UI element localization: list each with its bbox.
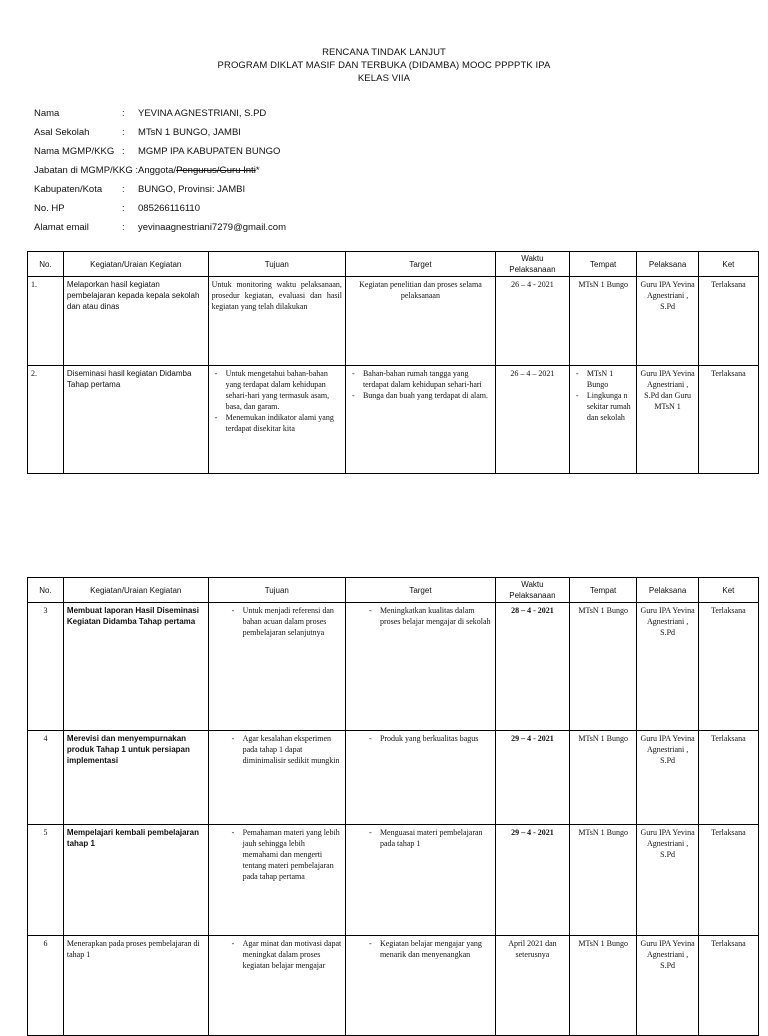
list-item: - Untuk menjadi referensi dan bahan acuan dalam proses pembelajaran selanjutnya <box>243 605 342 638</box>
info-label: Asal Sekolah <box>34 127 90 138</box>
col-header-tujuan: Tujuan <box>208 578 345 603</box>
cell-no: 1. <box>28 277 64 366</box>
cell-waktu: 29 – 4 - 2021 <box>495 731 569 825</box>
table-row <box>28 366 759 474</box>
info-value: BUNGO, Provinsi: JAMBI <box>138 184 246 195</box>
cell-pelaksana: Guru IPA Yevina Agnestriani , S.Pd <box>637 277 698 366</box>
cell-ket: Terlaksana <box>698 731 758 825</box>
info-colon: : <box>122 222 125 233</box>
col-header-tempat: Tempat <box>569 252 637 277</box>
col-header-target: Target <box>345 578 495 603</box>
cell-tempat: MTsN 1 Bungo <box>569 825 637 936</box>
cell-kegiatan: Diseminasi hasil kegiatan Didamba Tahap pertama <box>63 366 208 474</box>
info-label: Jabatan di MGMP/KKG : <box>34 165 139 176</box>
col-header-kegiatan: Kegiatan/Uraian Kegiatan <box>63 252 208 277</box>
cell-no: 4 <box>28 731 64 825</box>
cell-ket: Terlaksana <box>698 277 758 366</box>
title-line-3: KELAS VIIA <box>357 73 411 84</box>
list-item: - Agar kesalahan eksperimen pada tahap 1 dapat diminimalisir sedikit mungkin <box>243 733 342 766</box>
col-header-tempat: Tempat <box>569 578 637 603</box>
table-header-row <box>28 252 759 277</box>
table-header-row <box>28 578 759 603</box>
col-header-pelaksana: Pelaksana <box>637 252 698 277</box>
info-colon: : <box>122 184 125 195</box>
list-item: - Meningkatkan kualitas dalam proses belajar mengajar di sekolah <box>380 605 492 627</box>
col-header-kegiatan: Kegiatan/Uraian Kegiatan <box>63 578 208 603</box>
info-asterisk: * <box>255 165 260 176</box>
cell-tujuan <box>208 936 345 1036</box>
cell-tempat: MTsN 1 Bungo <box>569 277 637 366</box>
cell-tempat: MTsN 1 Bungo <box>569 936 637 1036</box>
info-colon: : <box>122 203 125 214</box>
table-row <box>28 603 759 731</box>
info-colon: : <box>122 146 125 157</box>
cell-waktu: 26 – 4 – 2021 <box>495 366 569 474</box>
table-row <box>28 936 759 1036</box>
cell-no: 3 <box>28 603 64 731</box>
cell-waktu: April 2021 dan seterusnya <box>495 936 569 1036</box>
col-header-target: Target <box>345 252 495 277</box>
info-value: YEVINA AGNESTRIANI, S.PD <box>138 108 267 119</box>
cell-tujuan <box>208 366 345 474</box>
list-item: - Bunga dan buah yang terdapat di alam. <box>363 390 492 401</box>
plan-table-2 <box>27 577 759 1036</box>
cell-tempat: MTsN 1 Bungo <box>569 731 637 825</box>
col-header-tujuan: Tujuan <box>208 252 345 277</box>
table-row <box>28 825 759 936</box>
list-item: - Pemahaman materi yang lebih jauh sehingga lebih memahami dan mengerti tentang materi pembelajaran pada tahap pertama <box>243 827 342 882</box>
cell-waktu: 28 – 4 - 2021 <box>495 603 569 731</box>
cell-kegiatan: Membuat laporan Hasil Diseminasi Kegiatan Didamba Tahap pertama <box>63 603 208 731</box>
cell-target <box>345 603 495 731</box>
cell-tempat <box>569 366 637 474</box>
col-header-waktu: Waktu Pelaksanaan <box>495 252 569 277</box>
cell-waktu: 26 – 4 - 2021 <box>495 277 569 366</box>
cell-kegiatan: Melaporkan hasil kegiatan pembelajaran kepada kepala sekolah dan atau dinas <box>63 277 208 366</box>
list-item: - Untuk mengetahui bahan-bahan yang terdapat dalam kehidupan sehari-hari yang termasuk asam, basa, dan garam. <box>226 368 342 412</box>
list-item: - Produk yang berkualitas bagus <box>380 733 492 744</box>
info-value: MGMP IPA KABUPATEN BUNGO <box>138 146 281 157</box>
list-item: - Lingkunga n sekitar rumah dan sekolah <box>587 390 634 423</box>
cell-target <box>345 731 495 825</box>
info-colon: : <box>122 127 125 138</box>
list-item: - Agar minat dan motivasi dapat meningkat dalam proses kegiatan belajar mengajar <box>243 938 342 971</box>
col-header-pelaksana: Pelaksana <box>637 578 698 603</box>
cell-no: 2. <box>28 366 64 474</box>
cell-no: 6 <box>28 936 64 1036</box>
cell-tempat: MTsN 1 Bungo <box>569 603 637 731</box>
info-value: 085266116110 <box>138 203 200 214</box>
info-label: No. HP <box>34 203 65 214</box>
col-header-no: No. <box>28 578 64 603</box>
table-row <box>28 277 759 366</box>
cell-waktu: 29 – 4 - 2021 <box>495 825 569 936</box>
cell-pelaksana: Guru IPA Yevina Agnestriani , S.Pd dan Guru MTsN 1 <box>637 366 698 474</box>
list-item: - Menemukan indikator alami yang terdapat disekitar kita <box>226 412 342 434</box>
col-header-ket: Ket <box>698 578 758 603</box>
cell-target <box>345 825 495 936</box>
cell-tujuan <box>208 825 345 936</box>
cell-target: Kegiatan penelitian dan proses selama pelaksanaan <box>345 277 495 366</box>
info-label: Nama <box>34 108 60 119</box>
info-value: MTsN 1 BUNGO, JAMBI <box>138 127 241 138</box>
title-line-2: PROGRAM DIKLAT MASIF DAN TERBUKA (DIDAMBA) MOOC PPPPTK IPA <box>217 60 551 71</box>
col-header-waktu: Waktu Pelaksanaan <box>495 578 569 603</box>
document-title <box>0 46 768 85</box>
info-label: Nama MGMP/KKG <box>34 146 115 157</box>
plan-table-1 <box>27 251 759 474</box>
cell-kegiatan: Mempelajari kembali pembelajaran tahap 1 <box>63 825 208 936</box>
cell-pelaksana: Guru IPA Yevina Agnestriani , S.Pd <box>637 731 698 825</box>
info-jabatan-text <box>34 165 260 176</box>
list-item: - Menguasai materi pembelajaran pada tahap 1 <box>380 827 492 849</box>
cell-ket: Terlaksana <box>698 936 758 1036</box>
list-item: - Kegiatan belajar mengajar yang menarik dan menyenangkan <box>380 938 492 960</box>
list-item: - Bahan-bahan rumah tangga yang terdapat dalam kehidupan sehari-hari <box>363 368 492 390</box>
cell-ket: Terlaksana <box>698 825 758 936</box>
info-colon: : <box>122 108 125 119</box>
col-header-no: No. <box>28 252 64 277</box>
table-row <box>28 731 759 825</box>
cell-kegiatan: Merevisi dan menyempurnakan produk Tahap 1 untuk persiapan implementasi <box>63 731 208 825</box>
col-header-ket: Ket <box>698 252 758 277</box>
cell-ket: Terlaksana <box>698 603 758 731</box>
cell-pelaksana: Guru IPA Yevina Agnestriani , S.Pd <box>637 825 698 936</box>
info-label: Alamat email <box>34 222 89 233</box>
info-struck-value: Pengurus/Guru Inti <box>176 165 256 176</box>
list-item: - MTsN 1 Bungo <box>587 368 634 390</box>
title-line-1: RENCANA TINDAK LANJUT <box>322 47 446 58</box>
cell-ket: Terlaksana <box>698 366 758 474</box>
info-value: yevinaagnestriani7279@gmail.com <box>138 222 287 233</box>
info-label: Kabupaten/Kota <box>34 184 103 195</box>
cell-target <box>345 936 495 1036</box>
cell-no: 5 <box>28 825 64 936</box>
cell-tujuan <box>208 731 345 825</box>
cell-tujuan <box>208 603 345 731</box>
cell-pelaksana: Guru IPA Yevina Agnestriani , S.Pd <box>637 936 698 1036</box>
info-value: Anggota/ <box>138 165 177 176</box>
cell-target <box>345 366 495 474</box>
cell-kegiatan: Menerapkan pada proses pembelajaran di tahap 1 <box>63 936 208 1036</box>
cell-pelaksana: Guru IPA Yevina Agnestriani , S.Pd <box>637 603 698 731</box>
cell-tujuan: Untuk monitoring waktu pelaksanaan, prosedur kegiatan, evaluasi dan hasil kegiatan yang telah dilakukan <box>208 277 345 366</box>
